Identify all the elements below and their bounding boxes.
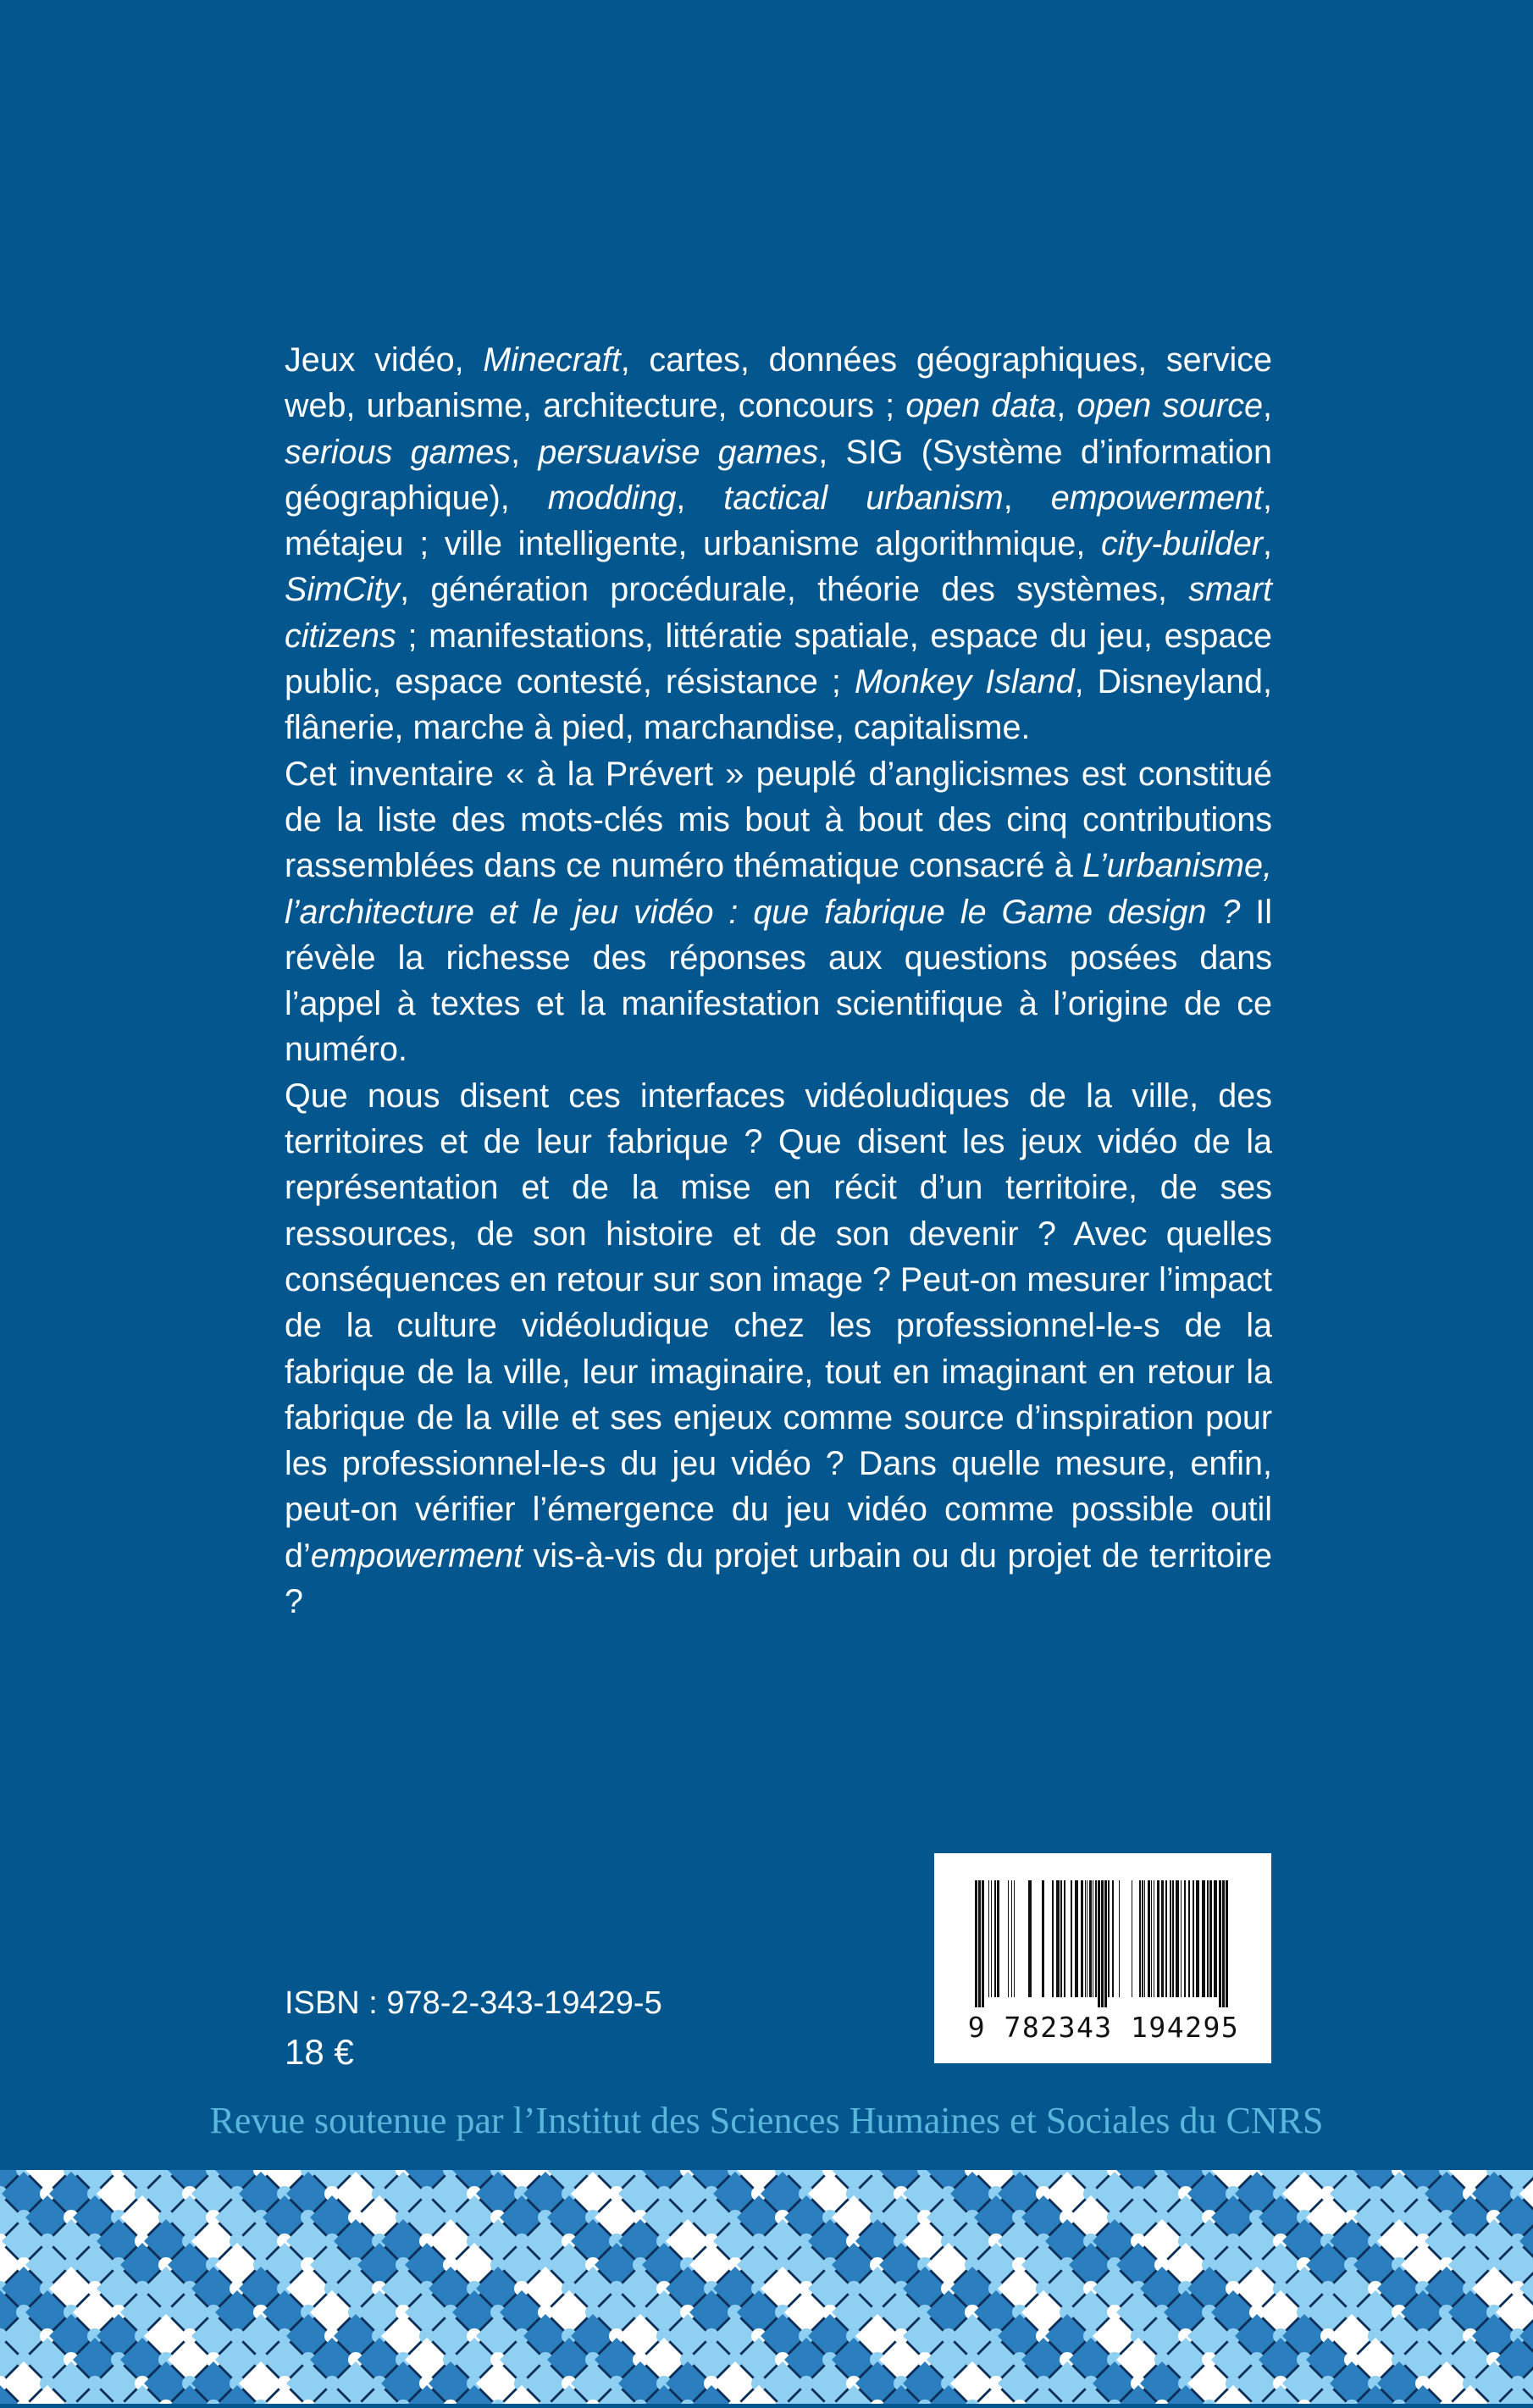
text-run: , [1263,525,1272,563]
text-run: , [1056,387,1077,425]
barcode [934,1853,1271,2063]
text-run: ; manifestations, littératie spatiale, espace du jeu, espace public, espace contesté, résistance ; [285,617,1272,701]
italic-term: persuavise games [538,433,819,471]
italic-term: modding [547,479,677,517]
italic-term: Monkey Island [854,663,1075,701]
isbn: ISBN : 978-2-343-19429-5 [285,1985,662,2021]
blurb-paragraph-inventory [285,751,1272,1073]
blurb-paragraph-questions [285,1073,1272,1625]
italic-term: tactical urbanism [723,479,1004,517]
blurb-paragraph-keywords [285,337,1272,751]
text-run: , [1003,479,1051,517]
italic-term: open data [905,387,1057,425]
text-run: vis-à-vis du projet urbain ou du projet de territoire ? [285,1536,1272,1621]
text-run: Cet inventaire « à la Prévert » peuplé d’anglicismes est constitué de la liste des mots-clés mis bout à bout des cinq contributions rassemblées dans ce numéro thématique consacré à [285,755,1272,885]
text-run: , [1263,387,1272,425]
text-run: Jeux vidéo, [285,341,484,379]
barcode-bars [975,1880,1231,2007]
text-run: , [511,433,539,471]
italic-term: empowerment [310,1536,523,1575]
text-run: , génération procédurale, théorie des systèmes, [400,571,1189,609]
text-run: , [676,479,724,517]
text-run: , métajeu ; ville intelligente, urbanisme algorithmique, [285,479,1272,563]
price: 18 € [285,2032,354,2072]
diamond-circle-pattern [0,2170,1533,2404]
text-run: , Disneyland, flânerie, marche à pied, marchandise, capitalisme. [285,663,1272,747]
italic-term: serious games [285,433,512,471]
italic-term: SimCity [285,571,401,609]
cnrs-tagline: Revue soutenue par l’Institut des Sciences Humaines et Sociales du CNRS [209,2100,1324,2141]
italic-term: empowerment [1050,479,1263,517]
italic-term: city-builder [1101,525,1264,563]
italic-term: open source [1076,387,1264,425]
text-run: , cartes, données géographiques, service web, urbanisme, architecture, concours ; [285,341,1273,425]
italic-term: Minecraft [483,341,621,379]
italic-term: smart citizens [285,571,1272,655]
decorative-pattern [0,2170,1533,2404]
barcode-number: 9 782343 194295 [967,2011,1240,2044]
text-run: Que nous disent ces interfaces vidéoludiques de la ville, des territoires et de leur fabrique ? Que disent les jeux vidéo de la représentation et de la mise en récit d’un territoire, de ses ressources, de son histoire et de son devenir ? Avec quelles conséquences en retour sur son image ? Peut-on mesurer l’impact de la culture vidéoludique chez les professionnel-le-s de la fabrique de la ville, leur imaginaire, tout en imaginant en retour la fabrique de la ville et ses enjeux comme source d’inspiration pour les professionnel-le-s du jeu vidéo ? Dans quelle mesure, enfin, peut-on vérifier l’émergence du jeu vidéo comme possible outil d’ [285,1077,1272,1575]
text-run: , SIG (Système d’information géographique), [285,433,1272,517]
italic-term: L’urbanisme, l’architecture et le jeu vidéo : que fabrique le Game design ? [285,847,1272,931]
back-cover-blurb [285,337,1272,1625]
text-run: Il révèle la richesse des réponses aux questions posées dans l’appel à textes et la manifestation scientifique à l’origine de ce numéro. [285,893,1272,1069]
